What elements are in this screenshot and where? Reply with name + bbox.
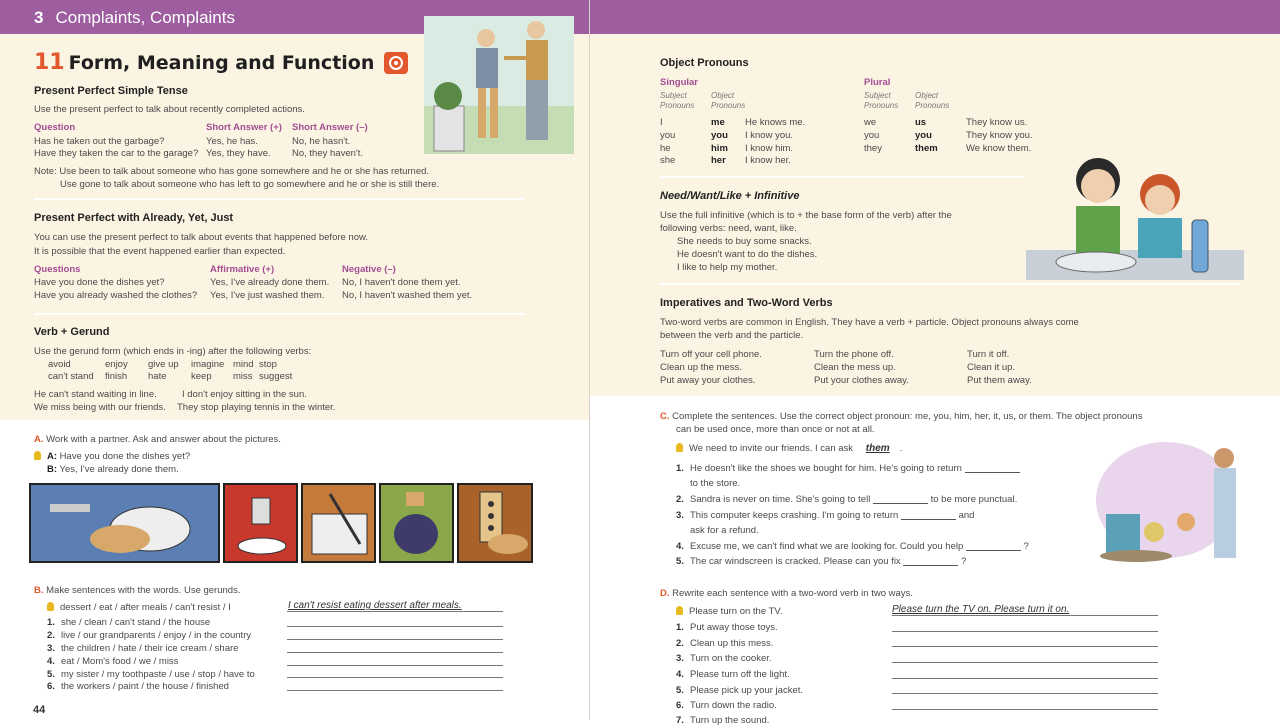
pp-row-neg: No, he hasn't.	[292, 136, 351, 147]
exercise-c-item: 3. This computer keeps crashing. I'm going to return and	[676, 510, 975, 521]
exercise-a-pictures	[30, 484, 532, 562]
answer-line[interactable]	[892, 693, 1158, 694]
exercise-d-instruction: D. Rewrite each sentence with a two-word verb in two ways.	[660, 588, 913, 599]
answer-blank[interactable]	[903, 556, 958, 566]
answer-line[interactable]	[892, 615, 1158, 616]
pp-col-short-pos: Short Answer (+)	[206, 122, 282, 133]
subject-pronoun: I	[660, 117, 663, 128]
col-object-pronouns: Object Pronouns	[915, 91, 950, 110]
subject-pronoun: he	[660, 143, 671, 154]
picture-garbage	[380, 484, 453, 562]
lesson-title: 11 Form, Meaning and Function	[34, 50, 375, 75]
divider	[660, 176, 1024, 178]
ayj-heading: Present Perfect with Already, Yet, Just	[34, 212, 234, 224]
picture-glass	[224, 484, 297, 562]
exercise-c-instruction-2: can be used once, more than once or not at all.	[676, 424, 875, 435]
exercise-b-item: 1. she / clean / can't stand / the house	[47, 617, 211, 628]
subject-pronoun: you	[660, 130, 676, 141]
object-pronoun: him	[711, 143, 728, 154]
nwl-example-1: She needs to buy some snacks.	[677, 236, 812, 247]
answer-line[interactable]	[892, 662, 1158, 663]
answer-line[interactable]	[287, 690, 503, 691]
answer-line[interactable]	[287, 626, 503, 627]
exercise-b-example: dessert / eat / after meals / can't resist / I	[47, 601, 231, 614]
vg-example-1: He can't stand waiting in line.	[34, 389, 157, 400]
exercise-d-item: 5. Please pick up your jacket.	[676, 685, 804, 696]
col-subject-pronouns: Subject Pronouns	[864, 91, 899, 110]
pp-col-question: Question	[34, 122, 76, 133]
pronoun-example: They know you.	[966, 130, 1033, 141]
object-pronoun: her	[711, 155, 726, 166]
answer-line[interactable]	[892, 678, 1158, 679]
two-word-verb-example: Turn it off.	[967, 349, 1010, 360]
exercise-c-instruction: C. Complete the sentences. Use the correct object pronoun: me, you, him, her, it, us, or them. The object pronouns	[660, 411, 1143, 422]
answer-line[interactable]	[287, 652, 503, 653]
answer-blank[interactable]	[965, 463, 1020, 473]
answer-line[interactable]	[287, 677, 503, 678]
pp-intro: Use the present perfect to talk about recently completed actions.	[34, 104, 305, 115]
object-pronoun: you	[711, 130, 728, 141]
unit-name: Complaints, Complaints	[55, 8, 235, 27]
exercise-d-example: Please turn on the TV.	[676, 605, 782, 618]
exercise-b-item: 5. my sister / my toothpaste / use / stop / have to	[47, 669, 255, 680]
pp-row-pos: Yes, they have.	[206, 148, 271, 159]
exercise-b-item: 3. the children / hate / their ice cream / share	[47, 643, 239, 654]
illustration-garbage-couple	[424, 16, 574, 154]
imp-heading: Imperatives and Two-Word Verbs	[660, 297, 833, 309]
object-pronoun: me	[711, 117, 725, 128]
audio-icon[interactable]	[384, 52, 408, 74]
vg-verb-list-1: avoid enjoy give up imagine mind stop	[48, 359, 277, 370]
two-word-verb-example: Turn off your cell phone.	[660, 349, 762, 360]
two-word-verb-example: Clean up the mess.	[660, 362, 742, 373]
vg-example-4: They stop playing tennis in the winter.	[177, 402, 336, 413]
ayj-row-q: Have you already washed the clothes?	[34, 290, 198, 301]
answer-line[interactable]	[892, 709, 1158, 710]
exercise-d-item: 3. Turn on the cooker.	[676, 653, 772, 664]
divider	[34, 313, 524, 315]
vg-example-3: We miss being with our friends.	[34, 402, 166, 413]
pronoun-example: They know us.	[966, 117, 1028, 128]
two-word-verb-example: Put them away.	[967, 375, 1032, 386]
subject-pronoun: you	[864, 130, 880, 141]
object-pronoun: them	[915, 143, 938, 154]
illustration-dishes-pair	[1026, 150, 1244, 288]
answer-blank[interactable]	[966, 541, 1021, 551]
imp-intro-1: Two-word verbs are common in English. They have a verb + particle. Object pronouns always come	[660, 317, 1079, 328]
unit-number: 3	[34, 8, 44, 27]
ayj-col-q: Questions	[34, 264, 81, 275]
lightbulb-icon	[47, 602, 54, 611]
exercise-d-item: 6. Turn down the radio.	[676, 700, 777, 711]
unit-header-title	[34, 8, 235, 28]
vg-heading: Verb + Gerund	[34, 326, 110, 338]
answer-line[interactable]	[287, 611, 503, 612]
page-header-band	[590, 0, 1280, 34]
exercise-d-example-answer: Please turn the TV on. Please turn it on.	[892, 604, 1070, 615]
left-page	[0, 0, 590, 720]
answer-blank[interactable]	[901, 510, 956, 520]
page-number: 44	[33, 704, 46, 716]
exercise-c-item: 4. Excuse me, we can't find what we are looking for. Could you help ?	[676, 541, 1029, 552]
answer-line[interactable]	[892, 631, 1158, 632]
ayj-row-q: Have you done the dishes yet?	[34, 277, 165, 288]
vg-example-2: I don't enjoy sitting in the sun.	[182, 389, 307, 400]
pronoun-example: I know him.	[745, 143, 794, 154]
pronoun-example: We know them.	[966, 143, 1032, 154]
op-heading: Object Pronouns	[660, 57, 749, 69]
vg-intro: Use the gerund form (which ends in -ing) after the following verbs:	[34, 346, 312, 357]
pronoun-example: I know you.	[745, 130, 794, 141]
answer-line[interactable]	[287, 639, 503, 640]
pp-row-q: Have they taken the car to the garage?	[34, 148, 199, 159]
exercise-a-instruction: A. Work with a partner. Ask and answer about the pictures.	[34, 434, 281, 445]
ayj-row-neg: No, I haven't washed them yet.	[342, 290, 473, 301]
exercise-b-item: 6. the workers / paint / the house / finished	[47, 681, 229, 692]
exercise-c-example-answer: them	[865, 443, 890, 454]
note-gone: Use gone to talk about someone who has left to go somewhere and he or she is still there.	[60, 179, 440, 190]
exercise-b-item: 4. eat / Mom's food / we / miss	[47, 656, 179, 667]
illustration-mother-children	[1096, 436, 1248, 568]
exercise-c-item: 1. He doesn't like the shoes we bought for him. He's going to return	[676, 462, 1020, 475]
two-word-verb-example: Turn the phone off.	[814, 349, 894, 360]
exercise-c-example: We need to invite our friends. I can ask them .	[676, 442, 902, 455]
picture-dishes	[30, 484, 219, 562]
ayj-col-aff: Affirmative (+)	[210, 264, 275, 275]
lightbulb-icon	[676, 606, 683, 615]
object-pronoun: us	[915, 117, 927, 128]
exercise-c-item: 5. The car windscreen is cracked. Please can you fix ?	[676, 556, 967, 567]
col-subject-pronouns: Subject Pronouns	[660, 91, 695, 110]
exercise-b-example-answer: I can't resist eating dessert after meals.	[288, 600, 462, 611]
exercise-d-item: 2. Clean up this mess.	[676, 638, 774, 649]
nwl-intro-2: following verbs: need, want, like.	[660, 223, 797, 234]
exercise-d-item: 4. Please turn off the light.	[676, 669, 790, 680]
op-plural: Plural	[864, 77, 891, 88]
two-word-verb-example: Put your clothes away.	[814, 375, 909, 386]
vg-verb-list-2: can't stand finish hate keep miss suggest	[48, 371, 293, 382]
right-page	[590, 0, 1280, 726]
object-pronoun: you	[915, 130, 932, 141]
pp-row-q: Has he taken out the garbage?	[34, 136, 165, 147]
imp-intro-2: between the verb and the particle.	[660, 330, 804, 341]
subject-pronoun: they	[864, 143, 882, 154]
answer-blank[interactable]	[873, 494, 928, 504]
exercise-d-item: 7. Turn up the sound.	[676, 715, 770, 726]
pp-row-pos: Yes, he has.	[206, 136, 258, 147]
subject-pronoun: we	[864, 117, 877, 128]
nwl-example-2: He doesn't want to do the dishes.	[677, 249, 818, 260]
lightbulb-icon	[676, 443, 683, 452]
exercise-c-item-cont: ask for a refund.	[690, 525, 759, 536]
exercise-b-item: 2. live / our grandparents / enjoy / in the country	[47, 630, 252, 641]
ayj-row-neg: No, I haven't done them yet.	[342, 277, 461, 288]
divider	[34, 198, 524, 200]
exercise-d-item: 1. Put away those toys.	[676, 622, 778, 633]
ayj-col-neg: Negative (–)	[342, 264, 396, 275]
pp-row-neg: No, they haven't.	[292, 148, 363, 159]
divider	[660, 283, 1240, 285]
ayj-intro-1: You can use the present perfect to talk about events that happened before now.	[34, 232, 368, 243]
ayj-intro-2: It is possible that the event happened earlier than expected.	[34, 246, 286, 257]
op-singular: Singular	[660, 77, 699, 88]
col-object-pronouns: Object Pronouns	[711, 91, 746, 110]
answer-line[interactable]	[892, 646, 1158, 647]
exercise-a-model-a: A: Have you done the dishes yet?	[34, 450, 190, 463]
subject-pronoun: she	[660, 155, 676, 166]
exercise-c-item: 2. Sandra is never on time. She's going to tell to be more punctual.	[676, 494, 1018, 505]
nwl-example-3: I like to help my mother.	[677, 262, 778, 273]
note-been: Note: Use been to talk about someone who has gone somewhere and he or she has returned.	[34, 166, 430, 177]
picture-elevator	[458, 484, 532, 562]
exercise-c-item-cont: to the store.	[690, 478, 741, 489]
nwl-intro-1: Use the full infinitive (which is to + the base form of the verb) after the	[660, 210, 952, 221]
exercise-a-model-b: B: Yes, I've already done them.	[47, 464, 179, 475]
nwl-heading: Need/Want/Like + Infinitive	[660, 190, 800, 202]
two-word-verb-example: Put away your clothes.	[660, 375, 756, 386]
picture-stove	[302, 484, 375, 562]
pp-heading: Present Perfect Simple Tense	[34, 85, 188, 97]
ayj-row-aff: Yes, I've already done them.	[210, 277, 330, 288]
two-word-verb-example: Clean it up.	[967, 362, 1016, 373]
answer-line[interactable]	[287, 665, 503, 666]
lightbulb-icon	[34, 451, 41, 460]
pronoun-example: I know her.	[745, 155, 791, 166]
two-word-verb-example: Clean the mess up.	[814, 362, 896, 373]
exercise-b-instruction: B. Make sentences with the words. Use gerunds.	[34, 585, 241, 596]
ayj-row-aff: Yes, I've just washed them.	[210, 290, 325, 301]
pp-col-short-neg: Short Answer (–)	[292, 122, 368, 133]
pronoun-example: He knows me.	[745, 117, 806, 128]
